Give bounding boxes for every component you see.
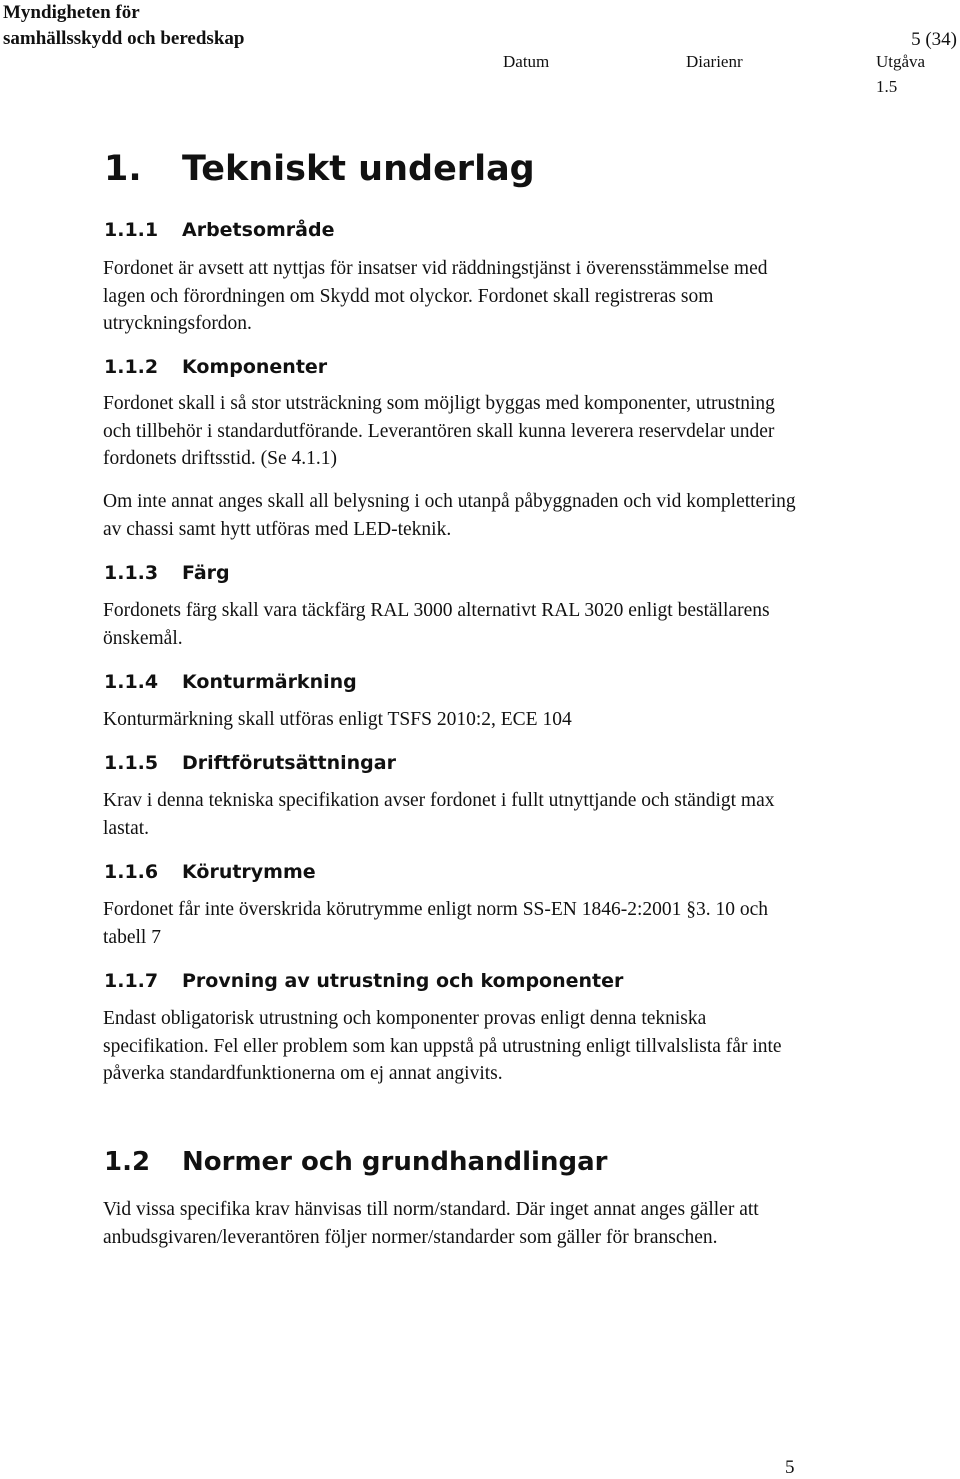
section-number: 1.1.1 <box>104 219 159 241</box>
section-heading-1-1-1 <box>104 218 334 242</box>
chapter-heading <box>104 148 535 190</box>
header-date-label: Datum <box>503 52 550 71</box>
paragraph: Endast obligatorisk utrustning och komponenter provas enligt denna tekniska specifikation. Fel eller problem som kan uppstå på utrustning enligt tillvalslista får inte påverka standardfunktionerna om ej annat angivits. <box>103 1008 782 1084</box>
paragraph: Fordonet är avsett att nyttjas för insatser vid räddningstjänst i överensstämmelse med lagen och förordningen om Skydd mot olyckor. Fordonet skall registreras som utryckningsfordon. <box>103 258 768 334</box>
chapter-title: Tekniskt underlag <box>182 149 535 189</box>
section-title: Normer och grundhandlingar <box>182 1147 608 1177</box>
paragraph: Fordonet skall i så stor utsträckning som möjligt byggas med komponenter, utrustning och tillbehör i standardutförande. Leverantören skall kunna leverera reservdelar under fordonets driftsstid. (Se 4.1.1) <box>103 393 775 469</box>
section-title: Färg <box>182 562 230 584</box>
section-title: Driftförutsättningar <box>182 752 396 774</box>
paragraph: Konturmärkning skall utföras enligt TSFS 2010:2, ECE 104 <box>103 709 572 730</box>
paragraph: Om inte annat anges skall all belysning i och utanpå påbyggnaden och vid komplettering av chassi samt hytt utföras med LED-teknik. <box>103 491 796 540</box>
paragraph: Fordonet får inte överskrida körutrymme enligt norm SS-EN 1846-2:2001 §3. 10 och tabell 7 <box>103 899 769 948</box>
section-title: Arbetsområde <box>182 219 335 241</box>
section-heading-1-1-2 <box>104 355 327 379</box>
section-number: 1.1.4 <box>104 671 159 693</box>
footer-page-number: 5 <box>785 1457 795 1478</box>
section-heading-1-1-6 <box>104 860 316 884</box>
section-number: 1.1.7 <box>104 970 159 992</box>
page-counter: 5 (34) <box>911 29 957 50</box>
paragraph: Vid vissa specifika krav hänvisas till norm/standard. Där inget annat anges gäller att anbudsgivaren/leverantören följer normer/standarder som gäller för branschen. <box>103 1199 759 1248</box>
section-heading-1-1-7 <box>104 969 623 993</box>
section-number: 1.1.6 <box>104 861 159 883</box>
section-title: Körutrymme <box>182 861 316 883</box>
section-title: Konturmärkning <box>182 671 357 693</box>
header-version: 1.5 <box>876 77 898 96</box>
organization-name-line1: Myndigheten för <box>3 2 140 23</box>
section-heading-1-1-3 <box>104 561 230 585</box>
paragraph: Fordonets färg skall vara täckfärg RAL 3000 alternativt RAL 3020 enligt beställarens önskemål. <box>103 600 770 649</box>
header-diarienr-label: Diarienr <box>686 52 743 71</box>
header-utgava-label: Utgåva <box>876 52 926 71</box>
chapter-number: 1. <box>104 149 142 189</box>
section-title: Komponenter <box>182 356 328 378</box>
paragraph: Krav i denna tekniska specifikation avser fordonet i fullt utnyttjande och ständigt max lastat. <box>103 790 775 839</box>
section-number: 1.1.2 <box>104 356 159 378</box>
section-heading-1-1-4 <box>104 670 357 694</box>
section-heading-1-2 <box>104 1146 607 1178</box>
section-title: Provning av utrustning och komponenter <box>182 970 624 992</box>
section-number: 1.1.5 <box>104 752 159 774</box>
organization-name-line2: samhällsskydd och beredskap <box>3 28 245 49</box>
section-number: 1.1.3 <box>104 562 159 584</box>
section-heading-1-1-5 <box>104 751 396 775</box>
section-number: 1.2 <box>104 1147 151 1177</box>
organization-name <box>3 0 244 52</box>
